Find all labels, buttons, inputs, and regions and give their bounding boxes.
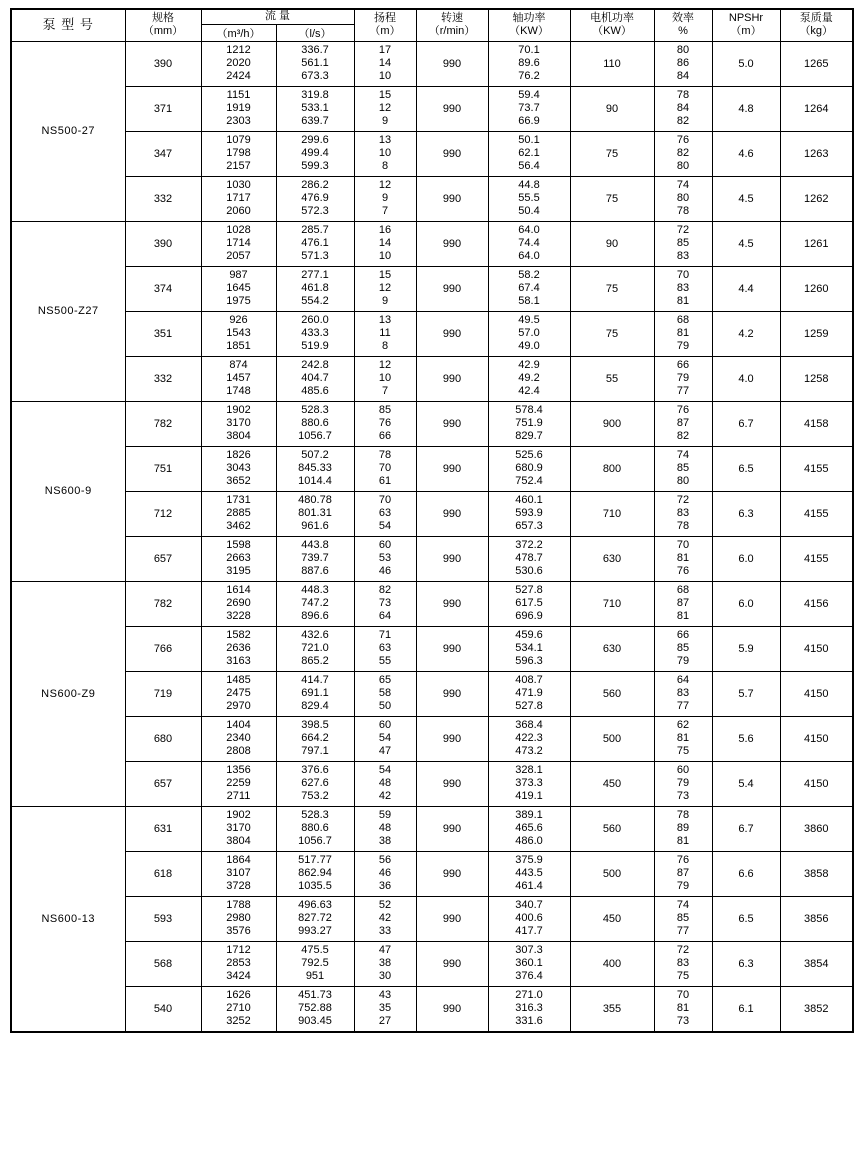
header-head: 扬程 （m）	[354, 9, 416, 41]
efficiency-cell: 72 83 75	[654, 941, 712, 986]
shaft-power-cell: 42.9 49.2 42.4	[488, 356, 570, 401]
mass-cell: 3860	[780, 806, 853, 851]
efficiency-cell: 70 81 76	[654, 536, 712, 581]
spec-cell: 618	[125, 851, 201, 896]
table-row	[11, 941, 853, 986]
shaft-power-cell: 459.6 534.1 596.3	[488, 626, 570, 671]
head-cell: 60 54 47	[354, 716, 416, 761]
table-row	[11, 491, 853, 536]
shaft-power-cell: 50.1 62.1 56.4	[488, 131, 570, 176]
head-cell: 71 63 55	[354, 626, 416, 671]
table-row	[11, 221, 853, 266]
speed-cell: 990	[416, 131, 488, 176]
table-body	[11, 41, 853, 1032]
flow-m3h-cell: 1712 2853 3424	[201, 941, 276, 986]
mass-cell: 1262	[780, 176, 853, 221]
speed-cell: 990	[416, 266, 488, 311]
flow-ls-cell: 448.3 747.2 896.6	[276, 581, 354, 626]
flow-m3h-cell: 1614 2690 3228	[201, 581, 276, 626]
mass-cell: 1258	[780, 356, 853, 401]
shaft-power-cell: 307.3 360.1 376.4	[488, 941, 570, 986]
flow-m3h-cell: 1598 2663 3195	[201, 536, 276, 581]
mass-cell: 3858	[780, 851, 853, 896]
motor-power-cell: 75	[570, 176, 654, 221]
motor-power-cell: 90	[570, 221, 654, 266]
spec-cell: 593	[125, 896, 201, 941]
spec-cell: 680	[125, 716, 201, 761]
npshr-cell: 6.0	[712, 536, 780, 581]
mass-cell: 4150	[780, 761, 853, 806]
npshr-cell: 6.3	[712, 491, 780, 536]
spec-cell: 782	[125, 581, 201, 626]
shaft-power-cell: 271.0 316.3 331.6	[488, 986, 570, 1032]
npshr-cell: 4.6	[712, 131, 780, 176]
motor-power-cell: 630	[570, 626, 654, 671]
flow-ls-cell: 242.8 404.7 485.6	[276, 356, 354, 401]
motor-power-cell: 75	[570, 131, 654, 176]
flow-m3h-cell: 1864 3107 3728	[201, 851, 276, 896]
mass-cell: 1265	[780, 41, 853, 86]
speed-cell: 990	[416, 806, 488, 851]
table-row	[11, 41, 853, 86]
npshr-cell: 5.4	[712, 761, 780, 806]
speed-cell: 990	[416, 176, 488, 221]
speed-cell: 990	[416, 41, 488, 86]
head-cell: 15 12 9	[354, 266, 416, 311]
shaft-power-cell: 389.1 465.6 486.0	[488, 806, 570, 851]
spec-cell: 347	[125, 131, 201, 176]
flow-ls-cell: 285.7 476.1 571.3	[276, 221, 354, 266]
shaft-power-cell: 372.2 478.7 530.6	[488, 536, 570, 581]
npshr-cell: 6.5	[712, 446, 780, 491]
shaft-power-cell: 70.1 89.6 76.2	[488, 41, 570, 86]
mass-cell: 3856	[780, 896, 853, 941]
table-row	[11, 176, 853, 221]
spec-cell: 782	[125, 401, 201, 446]
flow-m3h-cell: 1731 2885 3462	[201, 491, 276, 536]
npshr-cell: 6.1	[712, 986, 780, 1032]
motor-power-cell: 710	[570, 581, 654, 626]
npshr-cell: 6.3	[712, 941, 780, 986]
motor-power-cell: 75	[570, 266, 654, 311]
table-row	[11, 311, 853, 356]
header-motor-power: 电机功率 （KW）	[570, 9, 654, 41]
spec-cell: 766	[125, 626, 201, 671]
motor-power-cell: 90	[570, 86, 654, 131]
flow-ls-cell: 451.73 752.88 903.45	[276, 986, 354, 1032]
head-cell: 60 53 46	[354, 536, 416, 581]
flow-m3h-cell: 926 1543 1851	[201, 311, 276, 356]
header-model: 泵 型 号	[11, 9, 125, 41]
mass-cell: 4155	[780, 446, 853, 491]
flow-m3h-cell: 1788 2980 3576	[201, 896, 276, 941]
efficiency-cell: 64 83 77	[654, 671, 712, 716]
flow-m3h-cell: 1404 2340 2808	[201, 716, 276, 761]
mass-cell: 3852	[780, 986, 853, 1032]
header-flow-ls: （l/s）	[276, 24, 354, 41]
mass-cell: 1259	[780, 311, 853, 356]
flow-ls-cell: 286.2 476.9 572.3	[276, 176, 354, 221]
flow-ls-cell: 496.63 827.72 993.27	[276, 896, 354, 941]
efficiency-cell: 76 87 82	[654, 401, 712, 446]
efficiency-cell: 70 81 73	[654, 986, 712, 1032]
pump-model-cell: NS600-Z9	[11, 581, 125, 806]
motor-power-cell: 900	[570, 401, 654, 446]
flow-ls-cell: 480.78 801.31 961.6	[276, 491, 354, 536]
npshr-cell: 5.7	[712, 671, 780, 716]
efficiency-cell: 76 87 79	[654, 851, 712, 896]
head-cell: 59 48 38	[354, 806, 416, 851]
table-row	[11, 761, 853, 806]
flow-ls-cell: 528.3 880.6 1056.7	[276, 401, 354, 446]
flow-m3h-cell: 874 1457 1748	[201, 356, 276, 401]
motor-power-cell: 500	[570, 716, 654, 761]
head-cell: 54 48 42	[354, 761, 416, 806]
table-row	[11, 446, 853, 491]
efficiency-cell: 70 83 81	[654, 266, 712, 311]
flow-m3h-cell: 1485 2475 2970	[201, 671, 276, 716]
efficiency-cell: 68 81 79	[654, 311, 712, 356]
speed-cell: 990	[416, 356, 488, 401]
spec-cell: 374	[125, 266, 201, 311]
speed-cell: 990	[416, 401, 488, 446]
mass-cell: 1264	[780, 86, 853, 131]
npshr-cell: 6.7	[712, 401, 780, 446]
flow-ls-cell: 277.1 461.8 554.2	[276, 266, 354, 311]
table-row	[11, 851, 853, 896]
spec-cell: 657	[125, 761, 201, 806]
spec-cell: 712	[125, 491, 201, 536]
table-row	[11, 806, 853, 851]
flow-ls-cell: 398.5 664.2 797.1	[276, 716, 354, 761]
shaft-power-cell: 58.2 67.4 58.1	[488, 266, 570, 311]
head-cell: 12 10 7	[354, 356, 416, 401]
speed-cell: 990	[416, 716, 488, 761]
efficiency-cell: 76 82 80	[654, 131, 712, 176]
header-mass: 泵质量 （kg）	[780, 9, 853, 41]
table-row	[11, 671, 853, 716]
motor-power-cell: 560	[570, 671, 654, 716]
mass-cell: 4150	[780, 716, 853, 761]
shaft-power-cell: 340.7 400.6 417.7	[488, 896, 570, 941]
speed-cell: 990	[416, 446, 488, 491]
speed-cell: 990	[416, 896, 488, 941]
efficiency-cell: 80 86 84	[654, 41, 712, 86]
motor-power-cell: 110	[570, 41, 654, 86]
npshr-cell: 4.5	[712, 221, 780, 266]
speed-cell: 990	[416, 581, 488, 626]
spec-cell: 390	[125, 41, 201, 86]
efficiency-cell: 78 89 81	[654, 806, 712, 851]
shaft-power-cell: 375.9 443.5 461.4	[488, 851, 570, 896]
speed-cell: 990	[416, 491, 488, 536]
speed-cell: 990	[416, 626, 488, 671]
npshr-cell: 5.6	[712, 716, 780, 761]
shaft-power-cell: 368.4 422.3 473.2	[488, 716, 570, 761]
efficiency-cell: 74 85 77	[654, 896, 712, 941]
header-npshr: NPSHr （m）	[712, 9, 780, 41]
table-row	[11, 86, 853, 131]
efficiency-cell: 72 85 83	[654, 221, 712, 266]
flow-m3h-cell: 987 1645 1975	[201, 266, 276, 311]
mass-cell: 4156	[780, 581, 853, 626]
flow-m3h-cell: 1902 3170 3804	[201, 806, 276, 851]
mass-cell: 1260	[780, 266, 853, 311]
flow-ls-cell: 336.7 561.1 673.3	[276, 41, 354, 86]
head-cell: 70 63 54	[354, 491, 416, 536]
pump-model-cell: NS500-Z27	[11, 221, 125, 401]
head-cell: 12 9 7	[354, 176, 416, 221]
pump-model-cell: NS600-9	[11, 401, 125, 581]
shaft-power-cell: 578.4 751.9 829.7	[488, 401, 570, 446]
npshr-cell: 4.2	[712, 311, 780, 356]
flow-ls-cell: 319.8 533.1 639.7	[276, 86, 354, 131]
flow-ls-cell: 507.2 845.33 1014.4	[276, 446, 354, 491]
speed-cell: 990	[416, 536, 488, 581]
mass-cell: 4150	[780, 671, 853, 716]
spec-cell: 631	[125, 806, 201, 851]
spec-cell: 751	[125, 446, 201, 491]
spec-cell: 657	[125, 536, 201, 581]
table-row	[11, 626, 853, 671]
efficiency-cell: 66 79 77	[654, 356, 712, 401]
head-cell: 56 46 36	[354, 851, 416, 896]
spec-cell: 568	[125, 941, 201, 986]
npshr-cell: 6.7	[712, 806, 780, 851]
header-row-main	[11, 9, 853, 24]
table-header	[11, 9, 853, 41]
shaft-power-cell: 44.8 55.5 50.4	[488, 176, 570, 221]
npshr-cell: 5.0	[712, 41, 780, 86]
head-cell: 13 10 8	[354, 131, 416, 176]
header-shaft-power: 轴功率 （KW）	[488, 9, 570, 41]
speed-cell: 990	[416, 86, 488, 131]
table-row	[11, 131, 853, 176]
npshr-cell: 4.0	[712, 356, 780, 401]
efficiency-cell: 78 84 82	[654, 86, 712, 131]
head-cell: 47 38 30	[354, 941, 416, 986]
flow-m3h-cell: 1151 1919 2303	[201, 86, 276, 131]
flow-m3h-cell: 1030 1717 2060	[201, 176, 276, 221]
npshr-cell: 4.5	[712, 176, 780, 221]
flow-m3h-cell: 1212 2020 2424	[201, 41, 276, 86]
mass-cell: 4155	[780, 536, 853, 581]
header-flow: 流 量	[201, 9, 354, 24]
speed-cell: 990	[416, 671, 488, 716]
speed-cell: 990	[416, 941, 488, 986]
flow-ls-cell: 475.5 792.5 951	[276, 941, 354, 986]
head-cell: 13 11 8	[354, 311, 416, 356]
table-row	[11, 536, 853, 581]
motor-power-cell: 55	[570, 356, 654, 401]
mass-cell: 4155	[780, 491, 853, 536]
flow-m3h-cell: 1356 2259 2711	[201, 761, 276, 806]
motor-power-cell: 500	[570, 851, 654, 896]
flow-ls-cell: 528.3 880.6 1056.7	[276, 806, 354, 851]
shaft-power-cell: 328.1 373.3 419.1	[488, 761, 570, 806]
spec-cell: 719	[125, 671, 201, 716]
flow-ls-cell: 414.7 691.1 829.4	[276, 671, 354, 716]
header-flow-m3h: （m³/h）	[201, 24, 276, 41]
flow-m3h-cell: 1582 2636 3163	[201, 626, 276, 671]
spec-cell: 390	[125, 221, 201, 266]
shaft-power-cell: 460.1 593.9 657.3	[488, 491, 570, 536]
table-row	[11, 356, 853, 401]
motor-power-cell: 630	[570, 536, 654, 581]
motor-power-cell: 560	[570, 806, 654, 851]
shaft-power-cell: 64.0 74.4 64.0	[488, 221, 570, 266]
shaft-power-cell: 49.5 57.0 49.0	[488, 311, 570, 356]
motor-power-cell: 355	[570, 986, 654, 1032]
spec-cell: 332	[125, 176, 201, 221]
efficiency-cell: 72 83 78	[654, 491, 712, 536]
efficiency-cell: 62 81 75	[654, 716, 712, 761]
table-row	[11, 986, 853, 1032]
motor-power-cell: 400	[570, 941, 654, 986]
flow-ls-cell: 260.0 433.3 519.9	[276, 311, 354, 356]
npshr-cell: 4.4	[712, 266, 780, 311]
flow-m3h-cell: 1826 3043 3652	[201, 446, 276, 491]
speed-cell: 990	[416, 761, 488, 806]
speed-cell: 990	[416, 221, 488, 266]
spec-cell: 351	[125, 311, 201, 356]
table-row	[11, 401, 853, 446]
npshr-cell: 6.0	[712, 581, 780, 626]
head-cell: 82 73 64	[354, 581, 416, 626]
table-row	[11, 896, 853, 941]
motor-power-cell: 710	[570, 491, 654, 536]
head-cell: 85 76 66	[354, 401, 416, 446]
flow-ls-cell: 517.77 862.94 1035.5	[276, 851, 354, 896]
pump-model-cell: NS600-13	[11, 806, 125, 1032]
efficiency-cell: 60 79 73	[654, 761, 712, 806]
head-cell: 15 12 9	[354, 86, 416, 131]
flow-ls-cell: 432.6 721.0 865.2	[276, 626, 354, 671]
head-cell: 17 14 10	[354, 41, 416, 86]
shaft-power-cell: 59.4 73.7 66.9	[488, 86, 570, 131]
speed-cell: 990	[416, 311, 488, 356]
header-efficiency: 效率 %	[654, 9, 712, 41]
npshr-cell: 6.6	[712, 851, 780, 896]
efficiency-cell: 74 85 80	[654, 446, 712, 491]
flow-m3h-cell: 1626 2710 3252	[201, 986, 276, 1032]
flow-ls-cell: 376.6 627.6 753.2	[276, 761, 354, 806]
head-cell: 52 42 33	[354, 896, 416, 941]
npshr-cell: 6.5	[712, 896, 780, 941]
flow-m3h-cell: 1079 1798 2157	[201, 131, 276, 176]
efficiency-cell: 66 85 79	[654, 626, 712, 671]
motor-power-cell: 450	[570, 761, 654, 806]
shaft-power-cell: 525.6 680.9 752.4	[488, 446, 570, 491]
flow-ls-cell: 443.8 739.7 887.6	[276, 536, 354, 581]
mass-cell: 3854	[780, 941, 853, 986]
table-row	[11, 716, 853, 761]
speed-cell: 990	[416, 986, 488, 1032]
head-cell: 65 58 50	[354, 671, 416, 716]
motor-power-cell: 450	[570, 896, 654, 941]
motor-power-cell: 800	[570, 446, 654, 491]
head-cell: 16 14 10	[354, 221, 416, 266]
motor-power-cell: 75	[570, 311, 654, 356]
shaft-power-cell: 408.7 471.9 527.8	[488, 671, 570, 716]
mass-cell: 1263	[780, 131, 853, 176]
header-speed: 转速 （r/min）	[416, 9, 488, 41]
flow-m3h-cell: 1028 1714 2057	[201, 221, 276, 266]
table-row	[11, 266, 853, 311]
efficiency-cell: 68 87 81	[654, 581, 712, 626]
header-spec: 规格 （mm）	[125, 9, 201, 41]
flow-ls-cell: 299.6 499.4 599.3	[276, 131, 354, 176]
spec-cell: 371	[125, 86, 201, 131]
head-cell: 43 35 27	[354, 986, 416, 1032]
flow-m3h-cell: 1902 3170 3804	[201, 401, 276, 446]
efficiency-cell: 74 80 78	[654, 176, 712, 221]
npshr-cell: 4.8	[712, 86, 780, 131]
npshr-cell: 5.9	[712, 626, 780, 671]
head-cell: 78 70 61	[354, 446, 416, 491]
spec-cell: 540	[125, 986, 201, 1032]
speed-cell: 990	[416, 851, 488, 896]
mass-cell: 4158	[780, 401, 853, 446]
spec-cell: 332	[125, 356, 201, 401]
pump-model-cell: NS500-27	[11, 41, 125, 221]
mass-cell: 4150	[780, 626, 853, 671]
shaft-power-cell: 527.8 617.5 696.9	[488, 581, 570, 626]
pump-performance-table	[10, 8, 854, 1033]
mass-cell: 1261	[780, 221, 853, 266]
table-row	[11, 581, 853, 626]
